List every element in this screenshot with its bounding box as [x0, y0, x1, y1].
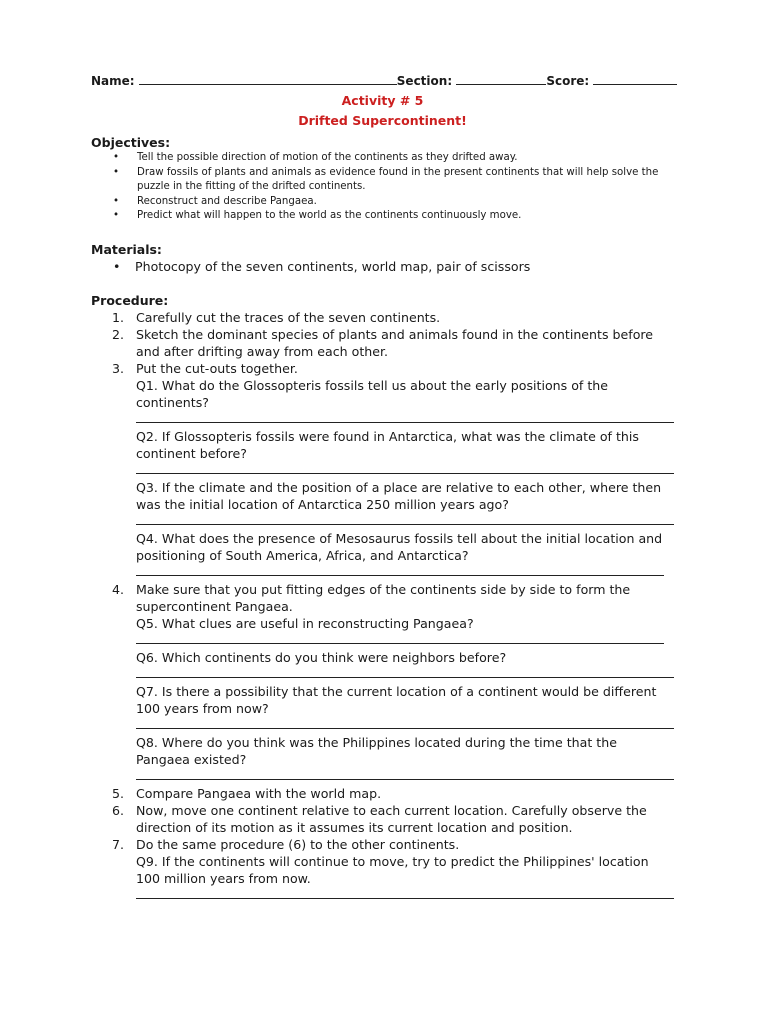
answer-line[interactable] [136, 768, 674, 780]
question-q4: Q4. What does the presence of Mesosaurus fossils tell about the initial location and positioning of South America, Africa, and Antarctica? [136, 530, 663, 563]
question-q7: Q7. Is there a possibility that the current location of a continent would be different 100 years from now? [136, 683, 657, 716]
material-item: • Photocopy of the seven continents, world map, pair of scissors [113, 258, 674, 276]
question-q6: Q6. Which continents do you think were neighbors before? [136, 649, 507, 665]
step-number: 6. [112, 802, 125, 818]
step-number: 5. [112, 785, 125, 801]
step-number: 2. [112, 326, 125, 342]
question-q8: Q8. Where do you think was the Philippines located during the time that the Pangaea existed? [136, 734, 617, 767]
name-label: Name: [91, 74, 135, 88]
answer-line[interactable] [136, 411, 674, 423]
question-q3: Q3. If the climate and the position of a place are relative to each other, where then was the initial location of Antarctica 250 million years ago? [136, 479, 662, 512]
question-q9: Q9. If the continents will continue to move, try to predict the Philippines' location 100 million years from now. [136, 853, 649, 886]
answer-line[interactable] [136, 632, 664, 644]
question-q1: Q1. What do the Glossopteris fossils tell us about the early positions of the continents? [136, 377, 609, 410]
procedure-list [91, 309, 674, 899]
objective-item: • Draw fossils of plants and animals as evidence found in the present continents that will help solve the puzzle in the fitting of the drifted continents. [113, 166, 674, 195]
answer-line[interactable] [136, 513, 674, 525]
procedure-step [91, 802, 674, 836]
activity-subtitle: Drifted Supercontinent! [298, 113, 467, 128]
procedure-step [91, 581, 674, 615]
procedure-heading: Procedure: [91, 292, 169, 308]
step-text: Now, move one continent relative to each current location. Carefully observe the direction of its motion as it assumes its current location and position. [136, 802, 647, 835]
answer-line[interactable] [136, 666, 674, 678]
activity-title: Activity # 5 [341, 93, 424, 108]
objective-item: • Predict what will happen to the world as the continents continuously move. [113, 209, 674, 224]
materials-list [91, 258, 674, 276]
procedure-step [91, 836, 674, 853]
step-text: Carefully cut the traces of the seven continents. [136, 309, 441, 325]
score-blank [593, 72, 677, 85]
section-blank [456, 72, 546, 85]
score-label: Score: [546, 74, 590, 88]
step-text: Sketch the dominant species of plants and animals found in the continents before and after drifting away from each other. [136, 326, 654, 359]
objectives-heading: Objectives: [91, 135, 171, 150]
step-number: 7. [112, 836, 125, 852]
materials-heading: Materials: [91, 241, 162, 257]
answer-line[interactable] [136, 462, 674, 474]
question-q2: Q2. If Glossopteris fossils were found in Antarctica, what was the climate of this continent before? [136, 428, 639, 461]
step-number: 1. [112, 309, 125, 325]
step-text: Do the same procedure (6) to the other continents. [136, 836, 460, 852]
step-text: Put the cut-outs together. [136, 360, 298, 376]
section-label: Section: [396, 74, 453, 88]
header-line [91, 72, 674, 90]
procedure-step [91, 360, 674, 377]
answer-line[interactable] [136, 564, 664, 576]
procedure-step [91, 785, 674, 802]
procedure-step [91, 326, 674, 360]
question-q5: Q5. What clues are useful in reconstructing Pangaea? [136, 615, 474, 631]
procedure-step [91, 309, 674, 326]
objectives-list [91, 151, 674, 224]
step-text: Compare Pangaea with the world map. [136, 785, 382, 801]
step-text: Make sure that you put fitting edges of the continents side by side to form the supercontinent Pangaea. [136, 581, 631, 614]
answer-line[interactable] [136, 717, 674, 729]
name-blank [139, 72, 397, 85]
step-number: 3. [112, 360, 125, 376]
objective-item: • Reconstruct and describe Pangaea. [113, 195, 674, 210]
answer-line[interactable] [136, 887, 674, 899]
objective-item: • Tell the possible direction of motion of the continents as they drifted away. [113, 151, 674, 166]
step-number: 4. [112, 581, 125, 597]
